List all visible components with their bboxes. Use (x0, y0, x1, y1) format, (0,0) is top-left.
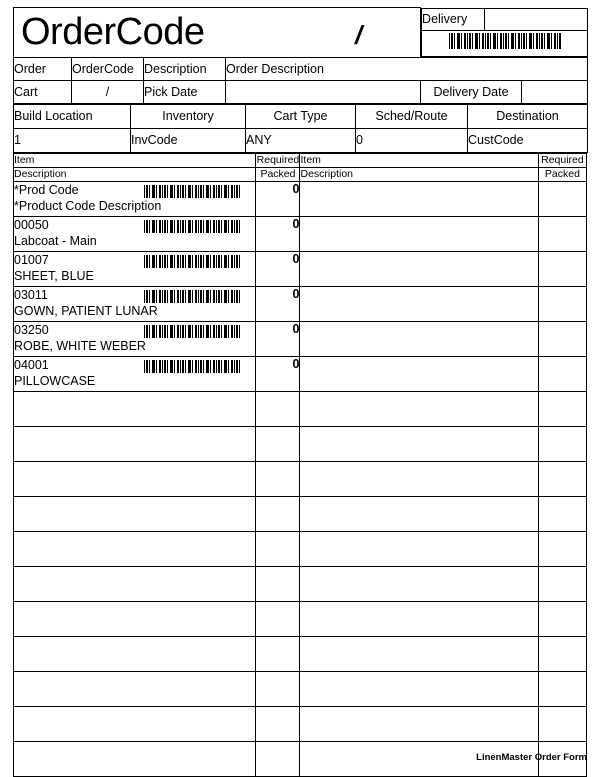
cart-value[interactable]: / (72, 80, 144, 103)
item-cell[interactable] (14, 356, 256, 391)
title-row (14, 8, 588, 58)
table-row (14, 286, 587, 321)
left-description-header: Description (14, 167, 256, 181)
item-barcode-icon (144, 360, 242, 373)
item-required-quantity[interactable]: 0 (256, 356, 300, 391)
right-description-header: Description (300, 167, 538, 181)
delivery-value[interactable] (485, 8, 588, 30)
table-row-empty (14, 461, 587, 496)
right-packed-header: Packed (538, 167, 586, 181)
right-item-cell[interactable] (300, 356, 538, 391)
order-description-row (14, 57, 588, 80)
order-form-page (13, 7, 587, 777)
item-required-quantity[interactable]: 0 (256, 216, 300, 251)
description-value[interactable]: Order Description (226, 57, 588, 80)
items-body (14, 181, 587, 776)
table-row-empty (14, 391, 587, 426)
item-description: Labcoat - Main (14, 233, 97, 248)
cart-label: Cart (14, 80, 72, 103)
item-required-quantity[interactable]: 0 (256, 181, 300, 216)
right-item-cell[interactable] (300, 216, 538, 251)
cart-type-value[interactable]: ANY (246, 128, 356, 152)
item-description: ROBE, WHITE WEBER (14, 338, 146, 353)
right-required-quantity[interactable] (538, 251, 586, 286)
right-item-cell[interactable] (300, 636, 538, 671)
right-item-cell[interactable] (300, 496, 538, 531)
items-header-item-row (14, 153, 587, 167)
right-item-header: Item (300, 153, 538, 167)
delivery-date-group (421, 80, 588, 103)
delivery-barcode-row (422, 30, 588, 56)
item-description: SHEET, BLUE (14, 268, 94, 283)
right-required-quantity[interactable] (538, 496, 586, 531)
right-item-cell[interactable] (300, 286, 538, 321)
left-item-cell[interactable] (14, 601, 256, 636)
table-row (14, 216, 587, 251)
cart-dates-row (14, 80, 588, 103)
build-location-label: Build Location (14, 104, 131, 128)
item-cell[interactable] (14, 321, 256, 356)
inventory-label: Inventory (131, 104, 246, 128)
item-required-quantity[interactable]: 0 (256, 321, 300, 356)
right-required-quantity[interactable] (538, 461, 586, 496)
right-item-cell[interactable] (300, 531, 538, 566)
item-cell[interactable] (14, 181, 256, 216)
table-row (14, 181, 587, 216)
right-required-quantity[interactable] (538, 601, 586, 636)
item-code: 03250 (14, 322, 49, 337)
left-item-cell[interactable] (14, 496, 256, 531)
left-item-cell[interactable] (14, 706, 256, 741)
right-item-cell[interactable] (300, 566, 538, 601)
right-required-quantity[interactable] (538, 671, 586, 706)
right-item-cell[interactable] (300, 426, 538, 461)
form-title-cell (14, 8, 421, 58)
left-required-quantity[interactable] (256, 426, 300, 461)
item-cell[interactable] (14, 251, 256, 286)
items-header-description-row (14, 167, 587, 181)
right-item-cell[interactable] (300, 461, 538, 496)
inventory-value[interactable]: InvCode (131, 128, 246, 152)
table-row (14, 321, 587, 356)
table-row-empty (14, 531, 587, 566)
item-code: 01007 (14, 252, 49, 267)
logistics-label-row (14, 104, 588, 128)
left-item-cell[interactable] (14, 531, 256, 566)
item-description: *Product Code Description (14, 198, 162, 213)
pick-date-label: Pick Date (144, 80, 226, 103)
table-row-empty (14, 601, 587, 636)
items-table (13, 153, 587, 777)
logistics-value-row (14, 128, 588, 152)
right-item-cell[interactable] (300, 181, 538, 216)
left-required-quantity[interactable] (256, 671, 300, 706)
left-item-cell[interactable] (14, 566, 256, 601)
left-required-quantity[interactable] (256, 706, 300, 741)
left-item-cell[interactable] (14, 426, 256, 461)
page-title: OrderCode (21, 11, 205, 54)
item-barcode-icon (144, 290, 242, 303)
delivery-date-label: Delivery Date (421, 81, 522, 103)
order-header-table (13, 7, 588, 104)
item-barcode-icon (144, 325, 242, 338)
right-required-quantity[interactable] (538, 356, 586, 391)
item-cell[interactable] (14, 216, 256, 251)
order-value[interactable]: OrderCode (72, 57, 144, 80)
left-required-quantity[interactable] (256, 461, 300, 496)
title-slash-separator: / (355, 20, 363, 50)
right-item-cell[interactable] (300, 321, 538, 356)
delivery-table (421, 8, 588, 57)
left-item-cell[interactable] (14, 636, 256, 671)
right-required-quantity[interactable] (538, 426, 586, 461)
right-required-header: Required (538, 153, 586, 167)
sched-route-label: Sched/Route (356, 104, 468, 128)
table-row-empty (14, 706, 587, 741)
item-required-quantity[interactable]: 0 (256, 251, 300, 286)
right-required-quantity[interactable] (538, 321, 586, 356)
left-item-cell[interactable] (14, 671, 256, 706)
item-barcode-icon (144, 185, 242, 198)
right-item-cell[interactable] (300, 671, 538, 706)
right-required-quantity[interactable] (538, 706, 586, 741)
table-row-empty (14, 671, 587, 706)
right-required-quantity[interactable] (538, 636, 586, 671)
table-row-empty (14, 636, 587, 671)
table-row-empty (14, 426, 587, 461)
item-code: *Prod Code (14, 182, 79, 197)
item-barcode-icon (144, 255, 242, 268)
left-required-header: Required (256, 153, 300, 166)
destination-label: Destination (468, 104, 588, 128)
left-required-quantity[interactable] (256, 531, 300, 566)
right-required-quantity[interactable] (538, 181, 586, 216)
delivery-label: Delivery (422, 8, 485, 30)
left-item-header: Item (14, 153, 256, 167)
delivery-label-row (422, 8, 588, 30)
left-packed-header: Packed (256, 167, 300, 181)
delivery-box (421, 8, 588, 58)
right-item-cell[interactable] (300, 251, 538, 286)
item-cell[interactable] (14, 286, 256, 321)
build-location-value[interactable]: 1 (14, 128, 131, 152)
right-required-quantity[interactable] (538, 531, 586, 566)
table-row-empty (14, 496, 587, 531)
description-label: Description (144, 57, 226, 80)
right-item-cell[interactable] (300, 391, 538, 426)
cart-type-label: Cart Type (246, 104, 356, 128)
form-footer: LinenMaster Order Form (476, 752, 587, 763)
item-code: 00050 (14, 217, 49, 232)
destination-value[interactable]: CustCode (468, 128, 588, 152)
left-required-quantity[interactable] (256, 636, 300, 671)
delivery-barcode-cell (422, 30, 588, 56)
logistics-table (13, 104, 588, 153)
left-required-quantity[interactable] (256, 391, 300, 426)
item-required-quantity[interactable]: 0 (256, 286, 300, 321)
right-required-quantity[interactable] (538, 566, 586, 601)
item-description: GOWN, PATIENT LUNAR (14, 303, 158, 318)
item-code: 04001 (14, 357, 49, 372)
left-required-quantity[interactable] (256, 601, 300, 636)
table-row (14, 251, 587, 286)
delivery-date-value[interactable] (522, 81, 589, 103)
right-required-quantity[interactable] (538, 286, 586, 321)
sched-route-value[interactable]: 0 (356, 128, 468, 152)
table-row (14, 356, 587, 391)
order-label: Order (14, 57, 72, 80)
item-barcode-icon (144, 220, 242, 233)
right-required-quantity[interactable] (538, 216, 586, 251)
left-item-cell[interactable] (14, 391, 256, 426)
pick-date-value[interactable] (226, 80, 421, 103)
table-row-empty (14, 566, 587, 601)
right-item-cell[interactable] (300, 601, 538, 636)
item-description: PILLOWCASE (14, 373, 96, 388)
delivery-barcode-icon (449, 33, 561, 49)
left-item-cell[interactable] (14, 461, 256, 496)
left-required-quantity[interactable] (256, 496, 300, 531)
right-required-quantity[interactable] (538, 391, 586, 426)
item-code: 03011 (14, 287, 48, 302)
right-item-cell[interactable] (300, 706, 538, 741)
left-required-quantity[interactable] (256, 566, 300, 601)
